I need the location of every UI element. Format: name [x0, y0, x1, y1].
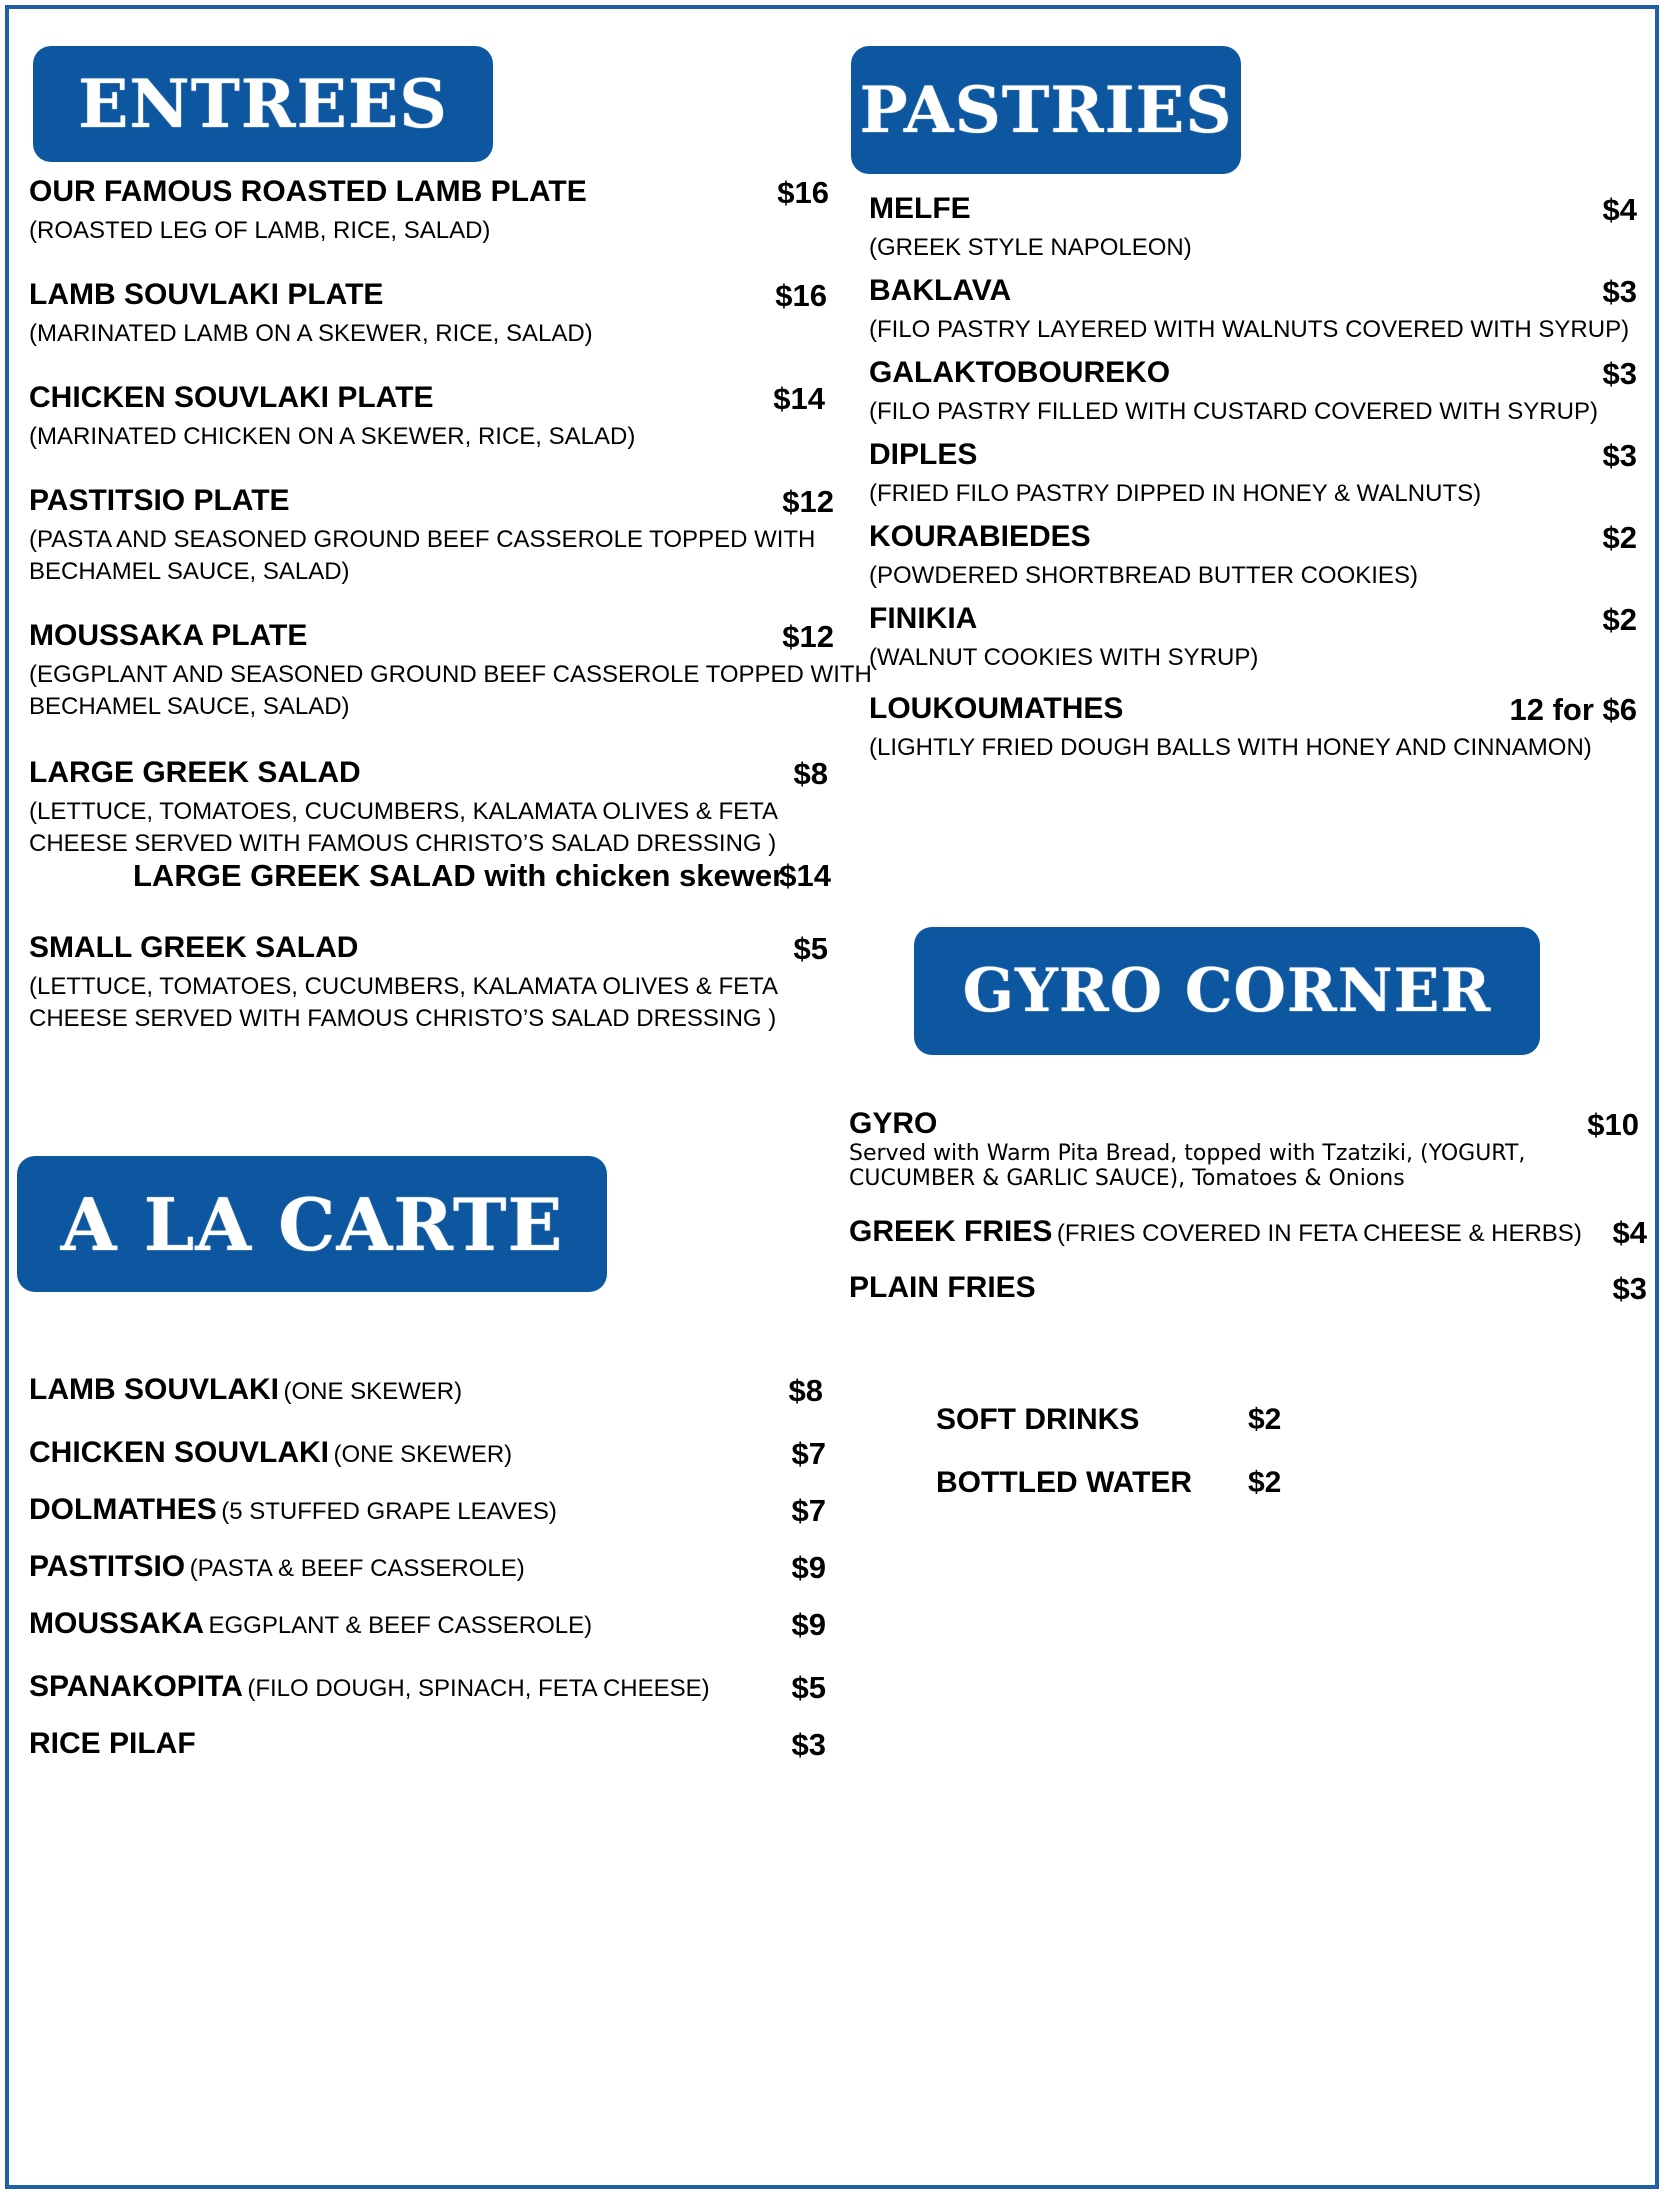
item-note: (FRIES COVERED IN FETA CHEESE & HERBS): [1056, 1220, 1582, 1247]
item-description: (FILO PASTRY LAYERED WITH WALNUTS COVERED WITH SYRUP): [869, 316, 1630, 343]
item-description: (LETTUCE, TOMATOES, CUCUMBERS, KALAMATA OLIVES & FETA: [29, 798, 779, 825]
item-description: (LIGHTLY FRIED DOUGH BALLS WITH HONEY AND CINNAMON): [869, 734, 1592, 761]
drink-price: $2: [1248, 1403, 1282, 1436]
item-description: (FRIED FILO PASTRY DIPPED IN HONEY & WALNUTS): [869, 480, 1482, 507]
item-name: RICE PILAF: [29, 1727, 196, 1760]
item-price: $4: [1602, 192, 1637, 227]
item-note: EGGPLANT & BEEF CASSEROLE): [208, 1612, 593, 1639]
item-price: $3: [1602, 274, 1637, 309]
item-description: BECHAMEL SAUCE, SALAD): [29, 693, 350, 720]
item-name: LAMB SOUVLAKI PLATE: [29, 278, 384, 311]
item-price: $3: [1612, 1271, 1647, 1306]
gyro-corner-banner: GYRO CORNER: [914, 927, 1540, 1055]
menu-item: [29, 1727, 826, 1767]
item-name: MOUSSAKA PLATE: [29, 619, 308, 652]
menu-item: [869, 602, 1637, 674]
item-price: $16: [777, 175, 829, 210]
item-description: (POWDERED SHORTBREAD BUTTER COOKIES): [869, 562, 1418, 589]
item-description: (LETTUCE, TOMATOES, CUCUMBERS, KALAMATA OLIVES & FETA: [29, 973, 779, 1000]
item-description: Served with Warm Pita Bread, topped with Tzatziki, (YOGURT,: [849, 1141, 1526, 1166]
item-note: (PASTA & BEEF CASSEROLE): [189, 1555, 525, 1582]
menu-item: [869, 274, 1637, 346]
item-price: $16: [775, 278, 827, 313]
item-price: $8: [788, 1373, 823, 1408]
menu-item: [29, 931, 828, 1035]
item-price: $14: [773, 381, 825, 416]
menu-item: [29, 381, 825, 453]
addon-name: LARGE GREEK SALAD with chicken skewer: [133, 858, 785, 893]
menu-item: [29, 484, 834, 588]
item-description: BECHAMEL SAUCE, SALAD): [29, 558, 350, 585]
item-description: (FILO PASTRY FILLED WITH CUSTARD COVERED WITH SYRUP): [869, 398, 1598, 425]
menu-item: [869, 520, 1637, 592]
menu-item: [869, 356, 1637, 428]
item-price: $9: [791, 1607, 826, 1642]
menu-item: [849, 1107, 1639, 1191]
item-name: PLAIN FRIES: [849, 1271, 1036, 1304]
menu-item: [29, 278, 827, 350]
drink-price: $2: [1248, 1466, 1282, 1499]
menu-item: [29, 756, 828, 860]
item-name: PASTITSIO: [29, 1550, 186, 1583]
menu-item: [29, 1550, 826, 1590]
item-name: BAKLAVA: [869, 274, 1012, 307]
item-name: MOUSSAKA: [29, 1607, 205, 1640]
menu-item: [869, 438, 1637, 510]
drink-name: BOTTLED WATER: [936, 1466, 1193, 1499]
item-price: 12 for $6: [1509, 692, 1637, 727]
item-name: GYRO: [849, 1107, 938, 1140]
item-description: (WALNUT COOKIES WITH SYRUP): [869, 644, 1259, 671]
item-price: $3: [1602, 356, 1637, 391]
item-description: (PASTA AND SEASONED GROUND BEEF CASSEROLE TOPPED WITH: [29, 526, 816, 553]
item-description: (EGGPLANT AND SEASONED GROUND BEEF CASSEROLE TOPPED WITH: [29, 661, 872, 688]
item-price: $3: [791, 1727, 826, 1762]
item-description: (MARINATED LAMB ON A SKEWER, RICE, SALAD): [29, 320, 593, 347]
item-name: KOURABIEDES: [869, 520, 1091, 553]
item-name: CHICKEN SOUVLAKI PLATE: [29, 381, 434, 414]
item-price: $7: [791, 1436, 826, 1471]
menu-item: [29, 619, 872, 723]
menu-item: [29, 1436, 826, 1476]
item-description: CHEESE SERVED WITH FAMOUS CHRISTO’S SALAD DRESSING ): [29, 830, 777, 857]
item-description: (GREEK STYLE NAPOLEON): [869, 234, 1192, 261]
menu-item: [869, 692, 1637, 764]
item-description: CUCUMBER & GARLIC SAUCE), Tomatoes & Onions: [849, 1166, 1405, 1191]
item-name: SMALL GREEK SALAD: [29, 931, 359, 964]
menu-item: [29, 175, 829, 247]
item-name: LOUKOUMATHES: [869, 692, 1124, 725]
entrees-banner: ENTREES: [33, 46, 493, 162]
item-name: GREEK FRIES: [849, 1215, 1053, 1248]
item-note: (ONE SKEWER): [333, 1441, 513, 1468]
menu-addon: [133, 858, 831, 898]
item-price: $5: [791, 1670, 826, 1705]
a-la-carte-banner: A LA CARTE: [17, 1156, 607, 1292]
menu-item: [29, 1670, 826, 1710]
item-description: (MARINATED CHICKEN ON A SKEWER, RICE, SALAD): [29, 423, 636, 450]
item-name: DOLMATHES: [29, 1493, 217, 1526]
pastries-banner: PASTRIES: [851, 46, 1241, 174]
item-name: MELFE: [869, 192, 971, 225]
item-price: $3: [1602, 438, 1637, 473]
item-note: (FILO DOUGH, SPINACH, FETA CHEESE): [247, 1675, 710, 1702]
item-description: CHEESE SERVED WITH FAMOUS CHRISTO’S SALAD DRESSING ): [29, 1005, 777, 1032]
menu-item: [849, 1215, 1647, 1255]
drink-name: SOFT DRINKS: [936, 1403, 1140, 1436]
item-name: FINIKIA: [869, 602, 978, 635]
menu-item: [29, 1607, 826, 1647]
item-price: $7: [791, 1493, 826, 1528]
menu-item: [849, 1271, 1647, 1311]
item-price: $9: [791, 1550, 826, 1585]
item-name: GALAKTOBOUREKO: [869, 356, 1171, 389]
menu-item: [29, 1373, 823, 1413]
menu-item: [29, 1493, 826, 1533]
item-note: (5 STUFFED GRAPE LEAVES): [221, 1498, 557, 1525]
item-price: $5: [793, 931, 828, 966]
item-price: $2: [1602, 520, 1637, 555]
item-name: LARGE GREEK SALAD: [29, 756, 361, 789]
item-price: $12: [782, 484, 834, 519]
addon-price: $14: [779, 858, 831, 893]
item-name: CHICKEN SOUVLAKI: [29, 1436, 330, 1469]
menu-item: [869, 192, 1637, 264]
item-price: $12: [782, 619, 834, 654]
item-name: OUR FAMOUS ROASTED LAMB PLATE: [29, 175, 587, 208]
item-price: $2: [1602, 602, 1637, 637]
item-name: DIPLES: [869, 438, 978, 471]
item-name: LAMB SOUVLAKI: [29, 1373, 279, 1406]
item-name: SPANAKOPITA: [29, 1670, 243, 1703]
item-price: $8: [793, 756, 828, 791]
item-price: $4: [1612, 1215, 1647, 1250]
item-description: (ROASTED LEG OF LAMB, RICE, SALAD): [29, 217, 491, 244]
item-note: (ONE SKEWER): [283, 1378, 463, 1405]
item-name: PASTITSIO PLATE: [29, 484, 290, 517]
item-price: $10: [1587, 1107, 1639, 1142]
